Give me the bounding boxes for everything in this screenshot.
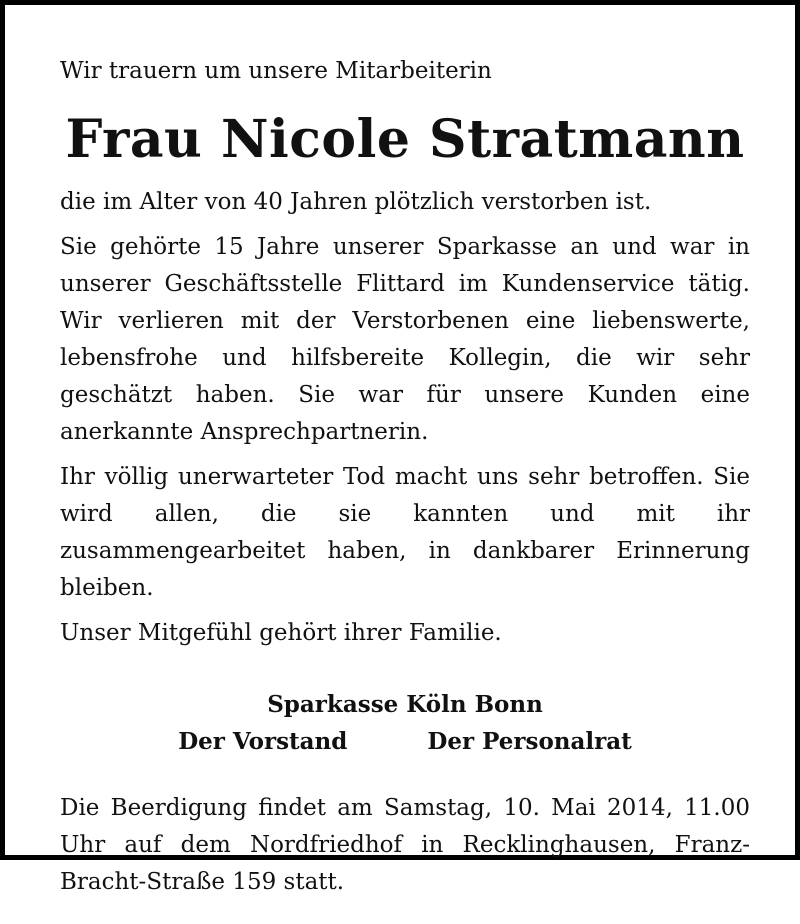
signature-staff-council: Der Personalrat <box>427 728 632 755</box>
funeral-details: Die Beerdigung findet am Samstag, 10. Mai 2014, 11.00 Uhr auf dem Nordfriedhof in Recklinghausen, Franz-Bracht-Straße 159 statt. <box>60 795 750 895</box>
signature-board: Der Vorstand <box>178 728 348 755</box>
paragraph-condolence: Unser Mitgefühl gehört ihrer Familie. <box>60 620 502 646</box>
paragraph-career: Sie gehörte 15 Jahre unserer Sparkasse an und war in unserer Geschäftsstelle Flittard im Kundenservice tätig. Wir verlieren mit der Verstorbenen eine liebenswerte, lebensfrohe und hilfsbereite Kollegin, die wir sehr geschätzt haben. Sie war für unsere Kunden eine anerkannte Ansprechpartnerin. <box>60 234 750 445</box>
signature-row <box>60 723 750 760</box>
notice-content <box>60 53 750 924</box>
deceased-name: Frau Nicole Stratmann <box>65 109 745 170</box>
paragraph-age: die im Alter von 40 Jahren plötzlich verstorben ist. <box>60 189 652 215</box>
intro-line: Wir trauern um unsere Mitarbeiterin <box>60 58 492 84</box>
signature-organization: Sparkasse Köln Bonn <box>267 691 543 718</box>
paragraph-loss: Ihr völlig unerwarteter Tod macht uns sehr betroffen. Sie wird allen, die sie kannten und mit ihr zusammengearbeitet haben, in dankbarer Erinnerung bleiben. <box>60 464 750 601</box>
